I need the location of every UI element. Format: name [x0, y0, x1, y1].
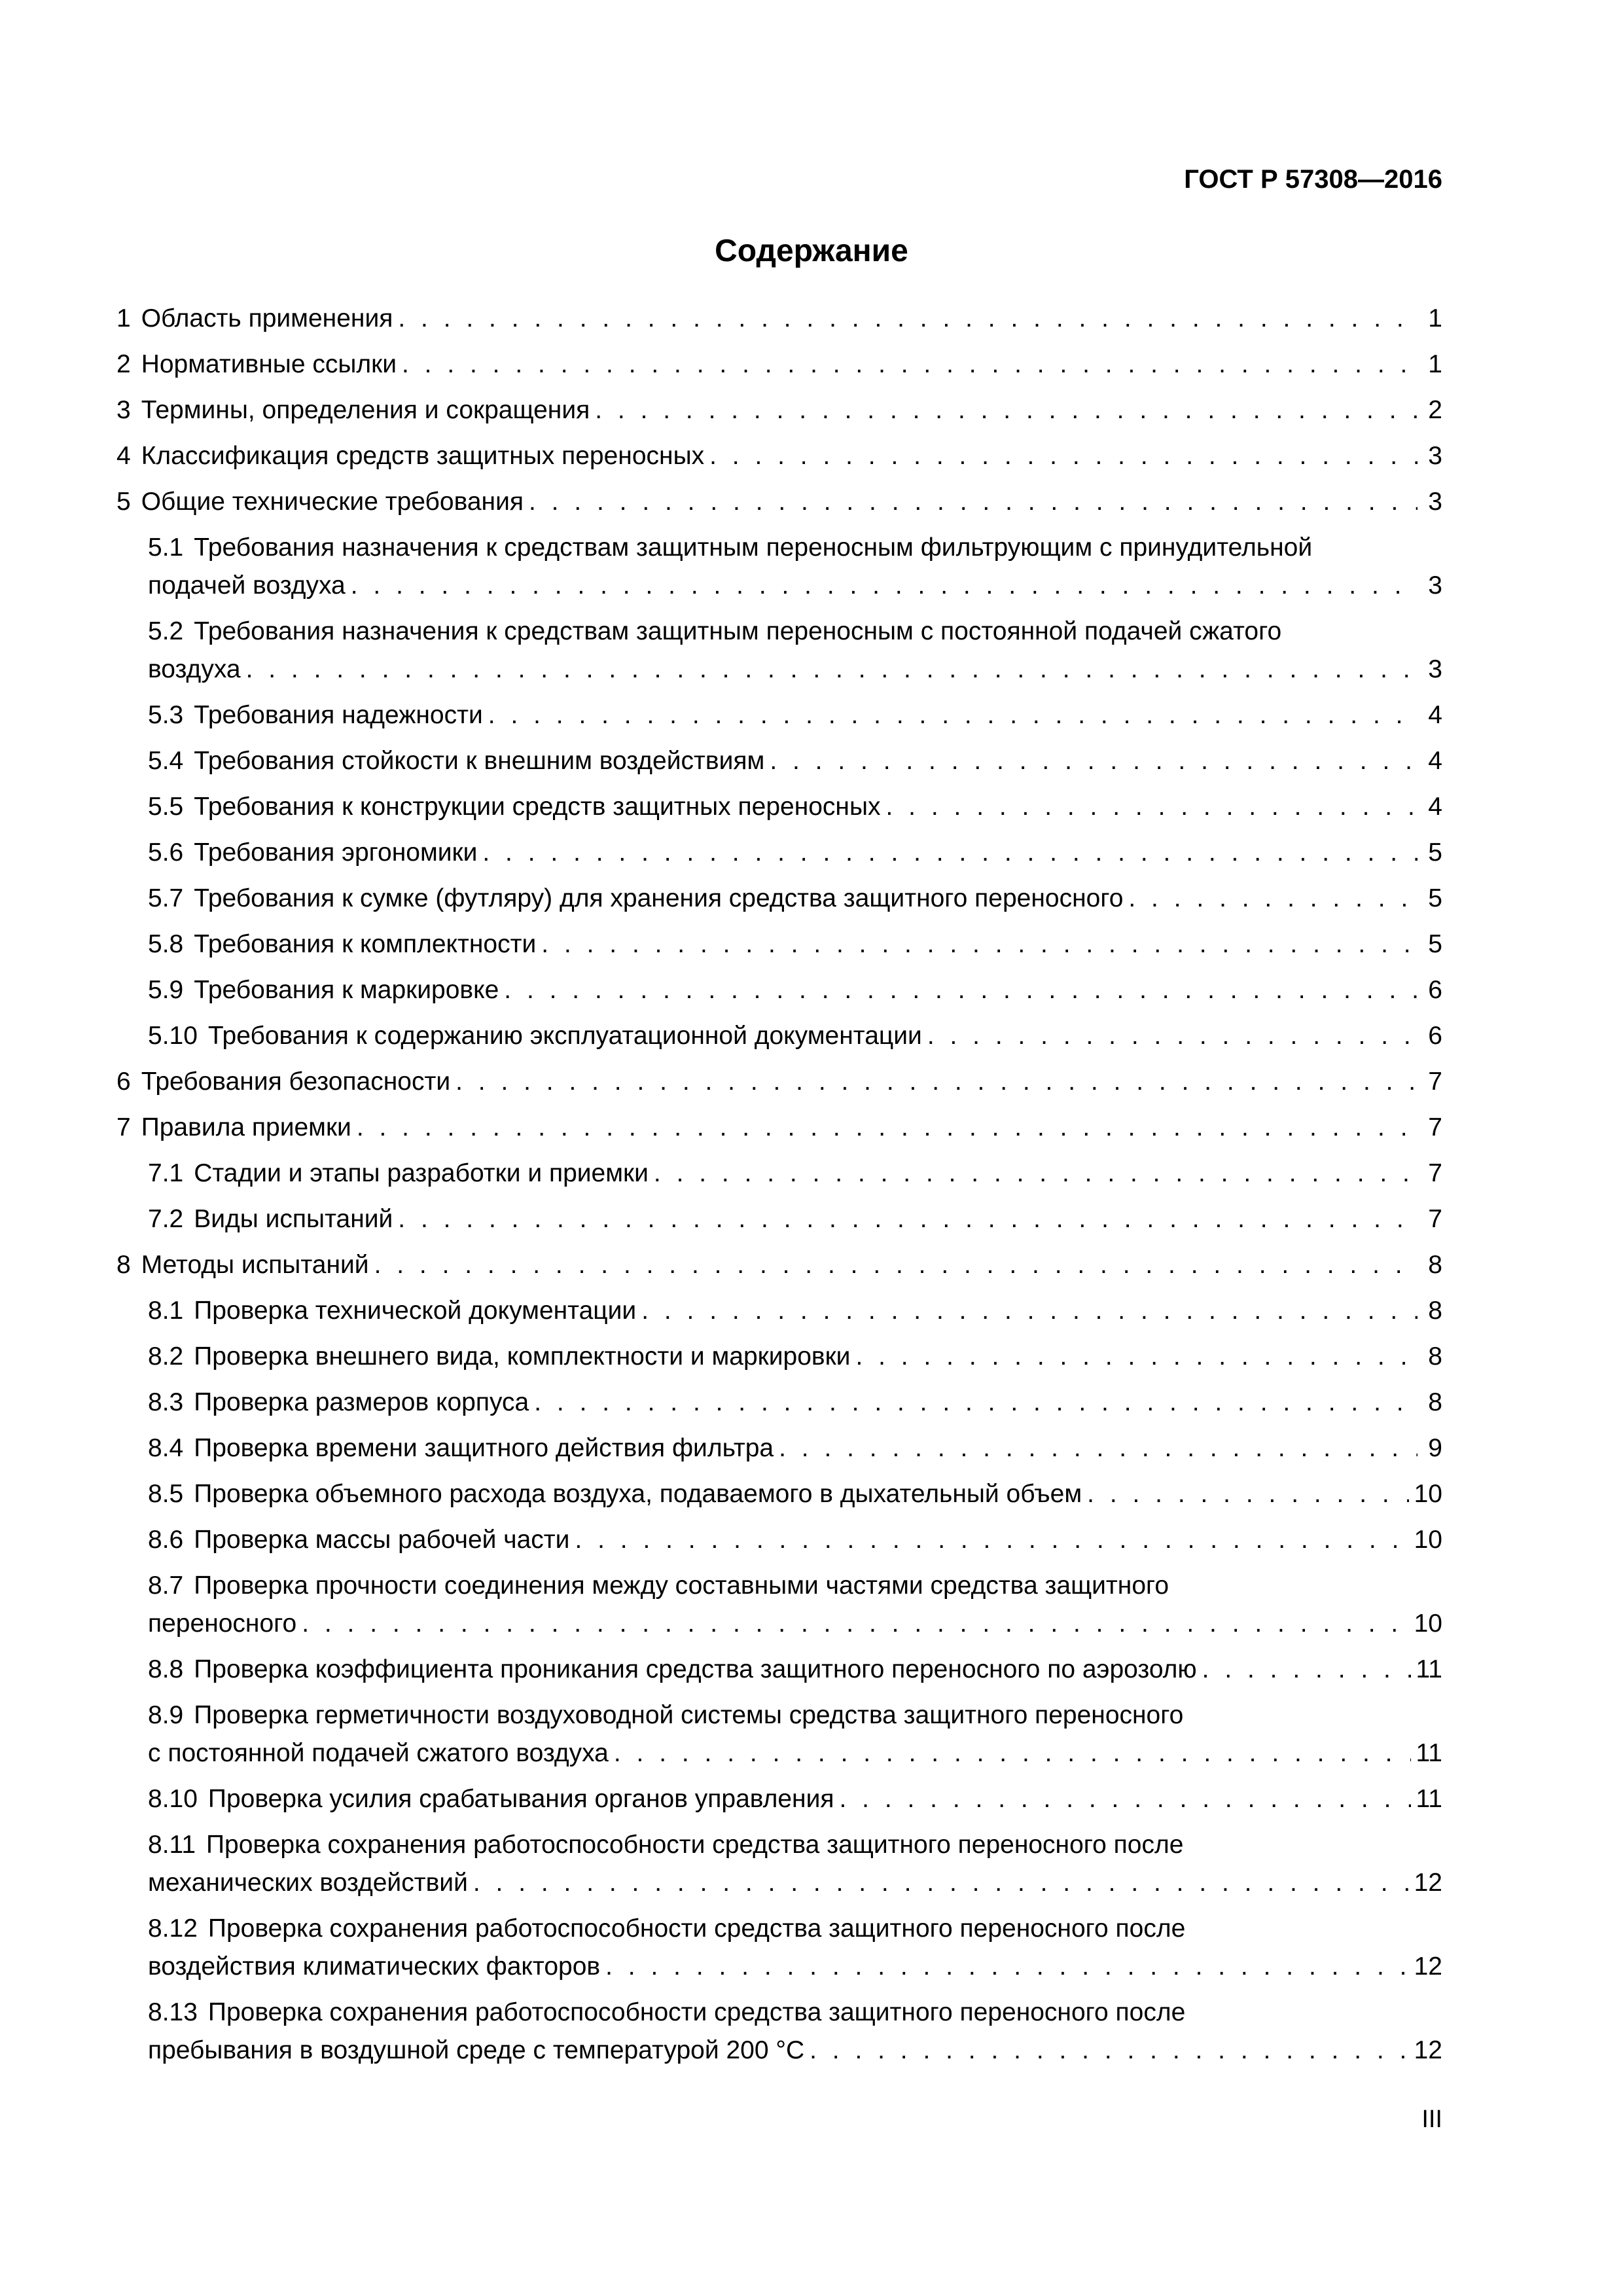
toc-entry: [116, 1384, 1442, 1422]
toc-entry-row: [148, 2032, 1442, 2070]
dot-leader: [810, 2032, 1409, 2070]
dot-leader: [641, 1292, 1418, 1330]
toc-entry: [116, 391, 1442, 429]
toc-entry-row: [148, 880, 1442, 918]
dot-leader: [927, 1017, 1418, 1055]
toc-entry-title: Термины, определения и сокращения: [141, 396, 590, 424]
toc-entry-number: 8.4: [148, 1434, 184, 1462]
toc-entry-row: [148, 651, 1442, 689]
dot-leader: [1202, 1651, 1411, 1689]
toc-entry-page: 10: [1414, 1526, 1442, 1554]
toc-entry-page: 7: [1428, 1067, 1442, 1096]
toc-entry: [116, 971, 1442, 1009]
toc-entry-title: Требования к маркировке: [194, 976, 499, 1004]
toc-entry: [116, 834, 1442, 872]
toc-entry: [116, 1910, 1442, 1986]
toc-entry-page: 10: [1414, 1480, 1442, 1508]
toc-entry-row: [148, 1651, 1442, 1689]
toc-entry-number: 5.4: [148, 747, 184, 775]
toc-entry-title-line2: переносного: [148, 1609, 297, 1638]
toc-entry-number: 8.11: [148, 1831, 196, 1859]
toc-entry-title: Требования эргономики: [194, 838, 478, 867]
toc-entry-title: Стадии и этапы разработки и приемки: [194, 1159, 649, 1187]
toc-entry-title: Проверка массы рабочей части: [194, 1526, 570, 1554]
dot-leader: [595, 391, 1418, 429]
toc-entry-page: 5: [1428, 884, 1442, 912]
toc-entry-title-line1: Проверка сохранения работоспособности средства защитного переносного после: [206, 1831, 1184, 1859]
toc-entry: [116, 880, 1442, 918]
toc-entry: [116, 1475, 1442, 1513]
toc-title: Содержание: [715, 234, 908, 268]
toc-entry-row: [116, 300, 1442, 338]
dot-leader: [402, 346, 1418, 384]
toc-entry-title-line1: Проверка герметичности воздуховодной системы средства защитного переносного: [194, 1701, 1184, 1729]
toc-entry-row: [148, 1338, 1442, 1376]
toc-entry-row: [148, 1292, 1442, 1330]
dot-leader: [840, 1780, 1411, 1818]
toc-entry-number: 7: [116, 1113, 131, 1141]
toc-entry: [116, 613, 1442, 689]
toc-entry-number: 8.9: [148, 1701, 184, 1729]
toc-entry-title-line1: Требования назначения к средствам защитным переносным фильтрующим с принудительной: [194, 533, 1313, 562]
toc-entry-page: 3: [1428, 442, 1442, 470]
toc-entry-page: 3: [1428, 488, 1442, 516]
toc-entry: [116, 1521, 1442, 1559]
toc-entry-title: Область применения: [141, 304, 393, 332]
toc-entry-first-line: [148, 1910, 1442, 1948]
toc-entry-page: 8: [1428, 1342, 1442, 1371]
dot-leader: [654, 1155, 1418, 1193]
toc-entry-row: [148, 1384, 1442, 1422]
toc-entry-page: 4: [1428, 701, 1442, 729]
toc-entry-row: [148, 834, 1442, 872]
toc-entry-number: 5.3: [148, 701, 184, 729]
toc-entry-row: [116, 1109, 1442, 1147]
dot-leader: [398, 300, 1418, 338]
toc-entry-row: [116, 346, 1442, 384]
toc-entry-page: 10: [1414, 1609, 1442, 1638]
toc-entry-title: Требования к сумке (футляру) для хранения средства защитного переносного: [194, 884, 1124, 912]
toc-entry-title: Правила приемки: [141, 1113, 351, 1141]
toc-entry-number: 5.8: [148, 930, 184, 958]
toc-entry: [116, 346, 1442, 384]
toc-entry-page: 7: [1428, 1159, 1442, 1187]
toc-entry-title: Проверка усилия срабатывания органов управления: [207, 1785, 834, 1813]
toc-entry-number: 7.1: [148, 1159, 184, 1187]
dot-leader: [488, 696, 1418, 734]
toc-entry-number: 8: [116, 1251, 131, 1279]
toc-entry-title: Виды испытаний: [194, 1205, 393, 1233]
toc-entry-title-line2: подачей воздуха: [148, 571, 346, 600]
toc-entry-number: 5.6: [148, 838, 184, 867]
toc-entry-first-line: [148, 1696, 1442, 1734]
toc-entry-row: [148, 567, 1442, 605]
toc-entry-title-line2: пребывания в воздушной среде с температурой 200 °С: [148, 2036, 805, 2064]
toc-entry-number: 8.3: [148, 1388, 184, 1416]
toc-entry-title-line1: Требования назначения к средствам защитным переносным с постоянной подачей сжатого: [194, 617, 1282, 645]
dot-leader: [504, 971, 1418, 1009]
toc-entry-row: [116, 1063, 1442, 1101]
toc-entry-page: 8: [1428, 1388, 1442, 1416]
toc-entry-row: [148, 1864, 1442, 1902]
toc-entry: [116, 483, 1442, 521]
table-of-contents: [116, 300, 1442, 2077]
toc-entry-first-line: [148, 613, 1442, 651]
toc-entry: [116, 1780, 1442, 1818]
toc-entry-page: 9: [1428, 1434, 1442, 1462]
toc-entry-number: 3: [116, 396, 131, 424]
dot-leader: [398, 1200, 1418, 1238]
dot-leader: [575, 1521, 1408, 1559]
dot-leader: [709, 437, 1418, 475]
dot-leader: [770, 742, 1418, 780]
toc-entry-page: 2: [1428, 396, 1442, 424]
toc-entry: [116, 437, 1442, 475]
toc-entry: [116, 788, 1442, 826]
toc-entry-title: Нормативные ссылки: [141, 350, 397, 378]
dot-leader: [357, 1109, 1418, 1147]
toc-entry-title-line2: механических воздействий: [148, 1869, 468, 1897]
toc-entry-page: 8: [1428, 1251, 1442, 1279]
toc-entry: [116, 1063, 1442, 1101]
toc-entry-page: 11: [1416, 1739, 1442, 1767]
toc-entry-number: 8.13: [148, 1998, 198, 2026]
dot-leader: [1087, 1475, 1408, 1513]
toc-entry-first-line: [148, 529, 1442, 567]
toc-entry: [116, 300, 1442, 338]
toc-entry-page: 1: [1428, 304, 1442, 332]
toc-entry-row: [116, 437, 1442, 475]
toc-entry-number: 4: [116, 442, 131, 470]
toc-entry-page: 6: [1428, 976, 1442, 1004]
dot-leader: [541, 925, 1418, 963]
toc-entry-title: Классификация средств защитных переносных: [141, 442, 705, 470]
toc-entry-page: 5: [1428, 930, 1442, 958]
toc-entry-title: Проверка коэффициента проникания средства защитного переносного по аэрозолю: [194, 1655, 1197, 1683]
toc-entry-page: 12: [1414, 2036, 1442, 2064]
toc-entry: [116, 1567, 1442, 1643]
toc-entry-title: Общие технические требования: [141, 488, 524, 516]
toc-entry-page: 11: [1416, 1785, 1442, 1813]
toc-entry-number: 1: [116, 304, 131, 332]
toc-entry-title: Проверка внешнего вида, комплектности и маркировки: [194, 1342, 851, 1371]
toc-entry-number: 8.10: [148, 1785, 198, 1813]
toc-entry-number: 5.10: [148, 1022, 198, 1050]
dot-leader: [855, 1338, 1418, 1376]
toc-entry-row: [148, 925, 1442, 963]
toc-entry-row: [148, 696, 1442, 734]
toc-entry-row: [148, 1475, 1442, 1513]
toc-entry: [116, 1017, 1442, 1055]
toc-entry-row: [116, 391, 1442, 429]
toc-entry: [116, 1109, 1442, 1147]
dot-leader: [1128, 880, 1418, 918]
toc-entry-row: [148, 1200, 1442, 1238]
toc-entry-title: Проверка объемного расхода воздуха, подаваемого в дыхательный объем: [194, 1480, 1082, 1508]
toc-entry-number: 6: [116, 1067, 131, 1096]
toc-entry-row: [148, 971, 1442, 1009]
toc-entry-number: 8.7: [148, 1571, 184, 1600]
dot-leader: [482, 834, 1418, 872]
toc-entry-number: 8.2: [148, 1342, 184, 1371]
toc-entry-title: Методы испытаний: [141, 1251, 369, 1279]
toc-entry-title: Требования стойкости к внешним воздействиям: [194, 747, 765, 775]
toc-entry-title-line2: воздействия климатических факторов: [148, 1952, 601, 1981]
toc-entry-title: Проверка технической документации: [194, 1297, 637, 1325]
toc-entry: [116, 1292, 1442, 1330]
toc-entry: [116, 1429, 1442, 1467]
toc-entry: [116, 696, 1442, 734]
toc-entry-number: 8.12: [148, 1914, 198, 1943]
toc-entry: [116, 742, 1442, 780]
dot-leader: [886, 788, 1418, 826]
toc-entry-number: 5: [116, 488, 131, 516]
toc-entry-title: Требования к конструкции средств защитных переносных: [194, 793, 881, 821]
toc-entry-row: [116, 1246, 1442, 1284]
toc-entry-title: Требования к содержанию эксплуатационной документации: [207, 1022, 922, 1050]
toc-entry-first-line: [148, 1567, 1442, 1605]
toc-entry-number: 2: [116, 350, 131, 378]
toc-entry-first-line: [148, 1826, 1442, 1864]
toc-entry-row: [148, 1780, 1442, 1818]
toc-entry-page: 7: [1428, 1113, 1442, 1141]
toc-entry-number: 8.5: [148, 1480, 184, 1508]
toc-entry-number: 5.9: [148, 976, 184, 1004]
toc-entry-number: 8.1: [148, 1297, 184, 1325]
toc-entry-page: 1: [1428, 350, 1442, 378]
dot-leader: [534, 1384, 1418, 1422]
toc-entry-title-line2: воздуха: [148, 655, 241, 683]
toc-entry-page: 4: [1428, 747, 1442, 775]
toc-entry-row: [148, 1017, 1442, 1055]
toc-entry-row: [148, 1521, 1442, 1559]
toc-entry-row: [148, 1734, 1442, 1772]
toc-entry-page: 11: [1416, 1655, 1442, 1683]
dot-leader: [302, 1605, 1408, 1643]
toc-entry-title-line1: Проверка сохранения работоспособности средства защитного переносного после: [207, 1998, 1186, 2026]
toc-entry-row: [148, 1605, 1442, 1643]
toc-entry: [116, 1696, 1442, 1772]
dot-leader: [614, 1734, 1411, 1772]
toc-entry-number: 8.8: [148, 1655, 184, 1683]
dot-leader: [529, 483, 1418, 521]
dot-leader: [605, 1948, 1408, 1986]
toc-entry-page: 3: [1428, 655, 1442, 683]
toc-entry-title: Требования к комплектности: [194, 930, 537, 958]
toc-entry-title: Требования безопасности: [141, 1067, 451, 1096]
toc-entry: [116, 1246, 1442, 1284]
toc-entry-number: 7.2: [148, 1205, 184, 1233]
toc-entry-first-line: [148, 1994, 1442, 2032]
toc-entry-title: Проверка времени защитного действия фильтра: [194, 1434, 774, 1462]
toc-entry-row: [116, 483, 1442, 521]
toc-entry-page: 8: [1428, 1297, 1442, 1325]
toc-entry-row: [148, 788, 1442, 826]
toc-entry-page: 12: [1414, 1869, 1442, 1897]
toc-entry-number: 5.5: [148, 793, 184, 821]
toc-entry-title: Требования надежности: [194, 701, 483, 729]
toc-entry-page: 5: [1428, 838, 1442, 867]
toc-entry-number: 5.2: [148, 617, 184, 645]
toc-entry: [116, 1200, 1442, 1238]
page-number: III: [1421, 2106, 1442, 2133]
toc-entry: [116, 1338, 1442, 1376]
toc-entry-number: 5.7: [148, 884, 184, 912]
toc-entry-number: 8.6: [148, 1526, 184, 1554]
toc-entry: [116, 529, 1442, 605]
toc-entry-title: Проверка размеров корпуса: [194, 1388, 529, 1416]
toc-entry-title-line2: с постоянной подачей сжатого воздуха: [148, 1739, 609, 1767]
toc-entry: [116, 1155, 1442, 1193]
dot-leader: [473, 1864, 1409, 1902]
toc-entry-row: [148, 742, 1442, 780]
dot-leader: [455, 1063, 1418, 1101]
dot-leader: [351, 567, 1418, 605]
toc-entry: [116, 1826, 1442, 1902]
toc-entry: [116, 1994, 1442, 2070]
toc-entry-page: 7: [1428, 1205, 1442, 1233]
toc-entry: [116, 925, 1442, 963]
toc-entry-page: 3: [1428, 571, 1442, 600]
toc-entry-row: [148, 1429, 1442, 1467]
toc-entry-page: 12: [1414, 1952, 1442, 1981]
toc-entry-row: [148, 1155, 1442, 1193]
toc-entry-title-line1: Проверка прочности соединения между составными частями средства защитного: [194, 1571, 1169, 1600]
toc-entry-title-line1: Проверка сохранения работоспособности средства защитного переносного после: [207, 1914, 1186, 1943]
dot-leader: [246, 651, 1418, 689]
toc-entry-row: [148, 1948, 1442, 1986]
dot-leader: [374, 1246, 1418, 1284]
toc-entry-page: 6: [1428, 1022, 1442, 1050]
toc-entry: [116, 1651, 1442, 1689]
document-header-code: ГОСТ Р 57308—2016: [1184, 165, 1442, 194]
toc-entry-number: 5.1: [148, 533, 184, 562]
toc-entry-page: 4: [1428, 793, 1442, 821]
dot-leader: [779, 1429, 1418, 1467]
